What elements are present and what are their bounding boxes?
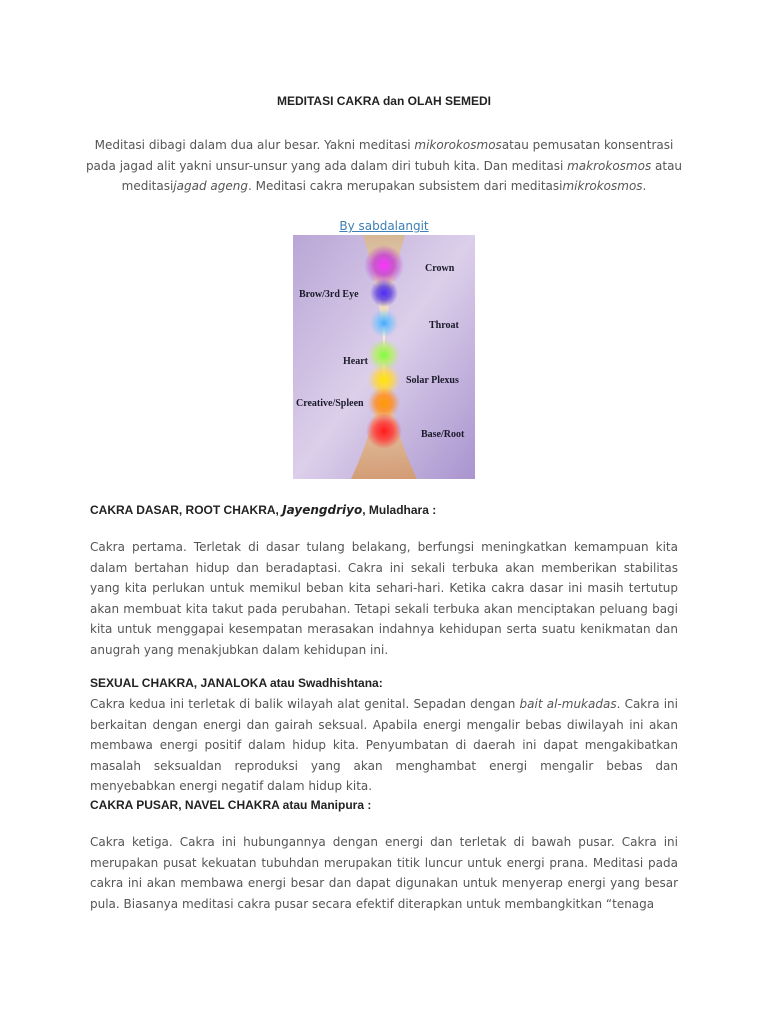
section-heading-root-chakra: CAKRA DASAR, ROOT CHAKRA, Jayengdriyo, Muladhara : bbox=[90, 503, 437, 517]
section-body-navel-chakra: Cakra ketiga. Cakra ini hubungannya dengan energi dan terletak di bawah pusar. Cakra ini merupakan pusat kekuatan tubuhdan merupakan titik luncur untuk energi prana. Meditasi pada cakra ini akan membawa energi besar dan dapat digunakan untuk menyerap energi yang besar pula. Biasanya meditasi cakra pusar secara efektif diterapkan untuk membangkitkan “tenaga bbox=[90, 835, 678, 911]
label-throat: Throat bbox=[429, 320, 459, 331]
throat-chakra-glow bbox=[370, 309, 398, 337]
label-base-root: Base/Root bbox=[421, 429, 465, 440]
section-body-sexual-chakra: Cakra kedua ini terletak di balik wilayah alat genital. Sepadan dengan bait al-mukadas. Cakra ini berkaitan dengan energi dan gairah seksual. Apabila energi mengalir bebas diwilayah ini akan membawa energi positif dalam hidup kita. Penyumbatan di daerah ini dapat mengakibatkan masalah seksualdan reproduksi yang akan menghambat energi mengalir bebas dan menyebabkan energi negatif dalam hidup kita. bbox=[90, 697, 679, 793]
section-heading-sexual-chakra: SEXUAL CHAKRA, JANALOKA atau Swadhishtana: bbox=[90, 676, 383, 690]
author-link[interactable]: By sabdalangit bbox=[339, 219, 429, 233]
label-crown: Crown bbox=[425, 263, 455, 274]
label-solar-plexus: Solar Plexus bbox=[406, 375, 459, 386]
intro-paragraph: Meditasi dibagi dalam dua alur besar. Yakni meditasi mikorokosmosatau pemusatan konsentrasi pada jagad alit yakni unsur-unsur yang ada dalam diri tubuh kita. Dan meditasi makrokosmos atau meditasijagad ageng. Meditasi cakra merupakan subsistem dari meditasimikrokosmos. bbox=[85, 138, 683, 193]
label-creative-spleen: Creative/Spleen bbox=[296, 398, 364, 409]
label-heart: Heart bbox=[343, 356, 368, 367]
brow-chakra-glow bbox=[370, 279, 398, 307]
chakra-diagram-image bbox=[293, 235, 475, 479]
label-brow: Brow/3rd Eye bbox=[299, 289, 359, 300]
section-heading-navel-chakra: CAKRA PUSAR, NAVEL CHAKRA atau Manipura : bbox=[90, 798, 372, 812]
section-body-root-chakra: Cakra pertama. Terletak di dasar tulang belakang, berfungsi meningkatkan kemampuan kita dalam bertahan hidup dan beradaptasi. Cakra ini sekali terbuka akan memberikan stabilitas yang kita perlukan untuk memikul beban kita sehari-hari. Ketika cakra dasar ini masih tertutup akan membuat kita takut pada perubahan. Tetapi sekali terbuka akan menciptakan peluang bagi kita untuk menggapai kesempatan merasakan indahnya kehidupan serta suatu kenikmatan dan anugrah yang menakjubkan dalam kehidupan ini. bbox=[90, 540, 678, 657]
document-title: MEDITASI CAKRA dan OLAH SEMEDI bbox=[276, 94, 491, 108]
base-chakra-glow bbox=[366, 413, 402, 449]
